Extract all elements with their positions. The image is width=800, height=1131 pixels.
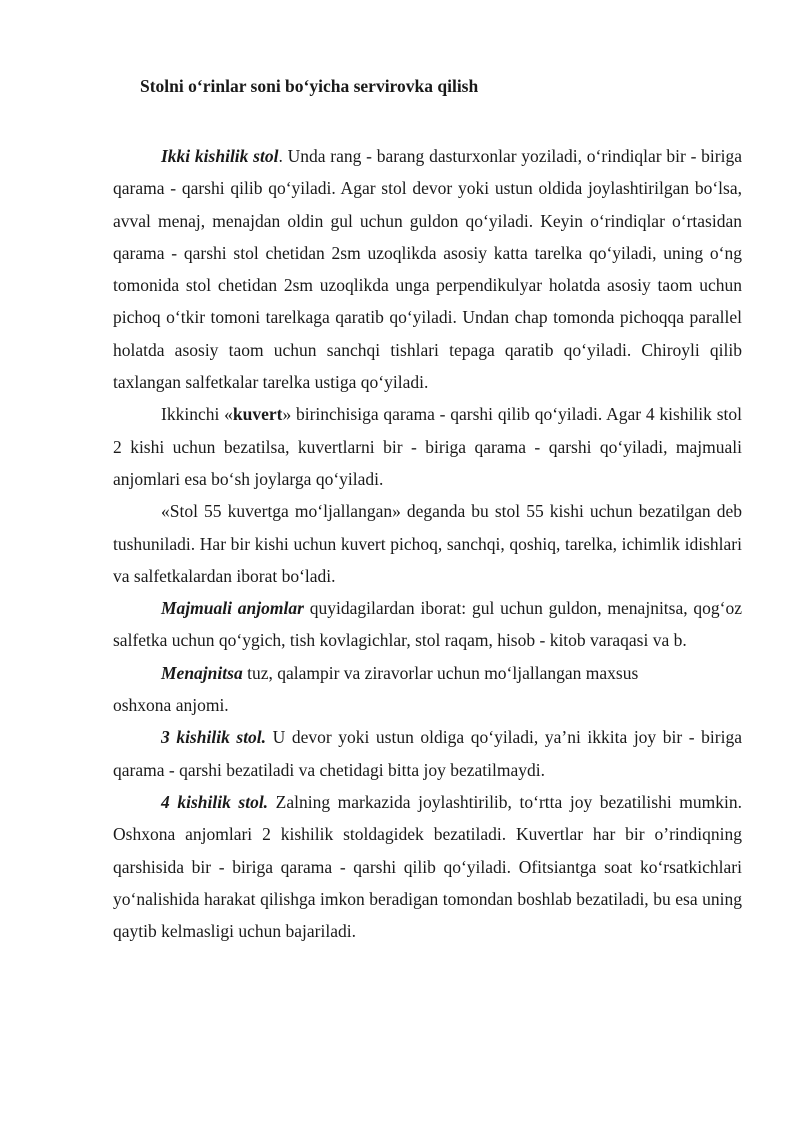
paragraph-table-accessories (113, 592, 742, 657)
document-body (113, 140, 742, 947)
paragraph-three-seat-table (113, 721, 742, 786)
paragraph-prefix: Ikkinchi « (161, 404, 233, 425)
paragraph-menajnitsa (113, 657, 742, 722)
paragraph-55-covers (113, 495, 742, 592)
document-title: Stolni o‘rinlar soni bo‘yicha servirovka qilish (140, 76, 479, 96)
paragraph-text: U devor yoki ustun oldiga qo‘yiladi, ya’ni ikkita joy bir - biriga qarama - qarshi bezatiladi va chetidagi bitta joy bezatilmaydi. (113, 727, 742, 780)
paragraph-text: » birinchisiga qarama - qarshi qilib qo‘yiladi. Agar 4 kishilik stol 2 kishi uchun bezatilsa, kuvertlarni bir - biriga qarama - qarshi qo‘yiladi, majmuali anjomlari esa bo‘sh joylarga qo‘yiladi. (113, 404, 742, 489)
term-three-seat-table: 3 kishilik stol. (161, 727, 267, 748)
paragraph-text: tuz, qalampir va ziravorlar uchun mo‘ljallangan maxsus (242, 662, 639, 683)
paragraph-text: quyidagilardan iborat: gul uchun guldon, menajnitsa, qog‘oz salfetka uchun qo‘ygich, tish kovlagichlar, stol raqam, hisob - kitob varaqasi va b. (113, 598, 743, 651)
paragraph-text: Zalning markazida joylashtirilib, to‘rtta joy bezatilishi mumkin. Oshxona anjomlari 2 kishilik stoldagidek bezatiladi. Kuvertlar har bir o’rindiqning qarshisida bir - biriga qarama - qarshi qilib qo‘yiladi. Ofitsiantga soat ko‘rsatkichlari yo‘nalishida harakat qilishga imkon beradigan tomondan boshlab bezatiladi, bu esa uning qaytib kelmasligi uchun bajariladi. (113, 791, 742, 942)
term-kuvert: kuvert (232, 404, 283, 425)
term-menajnitsa: Menajnitsa (161, 662, 243, 683)
paragraph-four-seat-table (113, 786, 742, 947)
paragraph-two-seat-table (113, 140, 742, 398)
term-table-accessories: Majmuali anjomlar (161, 598, 304, 619)
term-two-seat-table: Ikki kishilik stol (161, 146, 279, 166)
term-four-seat-table: 4 kishilik stol. (161, 791, 269, 812)
paragraph-second-cover (113, 398, 742, 495)
paragraph-text: . Unda rang - barang dasturxonlar yoziladi, o‘rindiqlar bir - biriga qarama - qarshi qilib qo‘yiladi. Agar stol devor yoki ustun oldida joylashtirilgan bo‘lsa, avval menaj, menajdan oldin gul uchun guldon qo‘yiladi. Keyin o‘rindiqlar o‘rtasidan qarama - qarshi stol chetidan 2sm uzoqlikda asosiy katta tarelka qo‘yiladi, uning o‘ng tomonida stol chetidan 2sm uzoqlikda unga perpendikulyar holatda asosiy taom uchun pichoq o‘tkir tomoni tarelkaga qaratib qo‘yiladi. Undan chap tomonda pichoqqa parallel holatda asosiy taom uchun sanchqi tishlari tepaga qaratib qo‘yiladi. Chiroyli qilib taxlangan salfetkalar tarelka ustiga qo‘yiladi. (113, 146, 742, 393)
paragraph-text-continued: oshxona anjomi. (113, 695, 229, 716)
paragraph-text: «Stol 55 kuvertga mo‘ljallangan» deganda bu stol 55 kishi uchun bezatilgan deb tushuniladi. Har bir kishi uchun kuvert pichoq, sanchqi, qoshiq, tarelka, ichimlik idishlari va salfetkalardan iborat bo‘ladi. (113, 501, 742, 586)
